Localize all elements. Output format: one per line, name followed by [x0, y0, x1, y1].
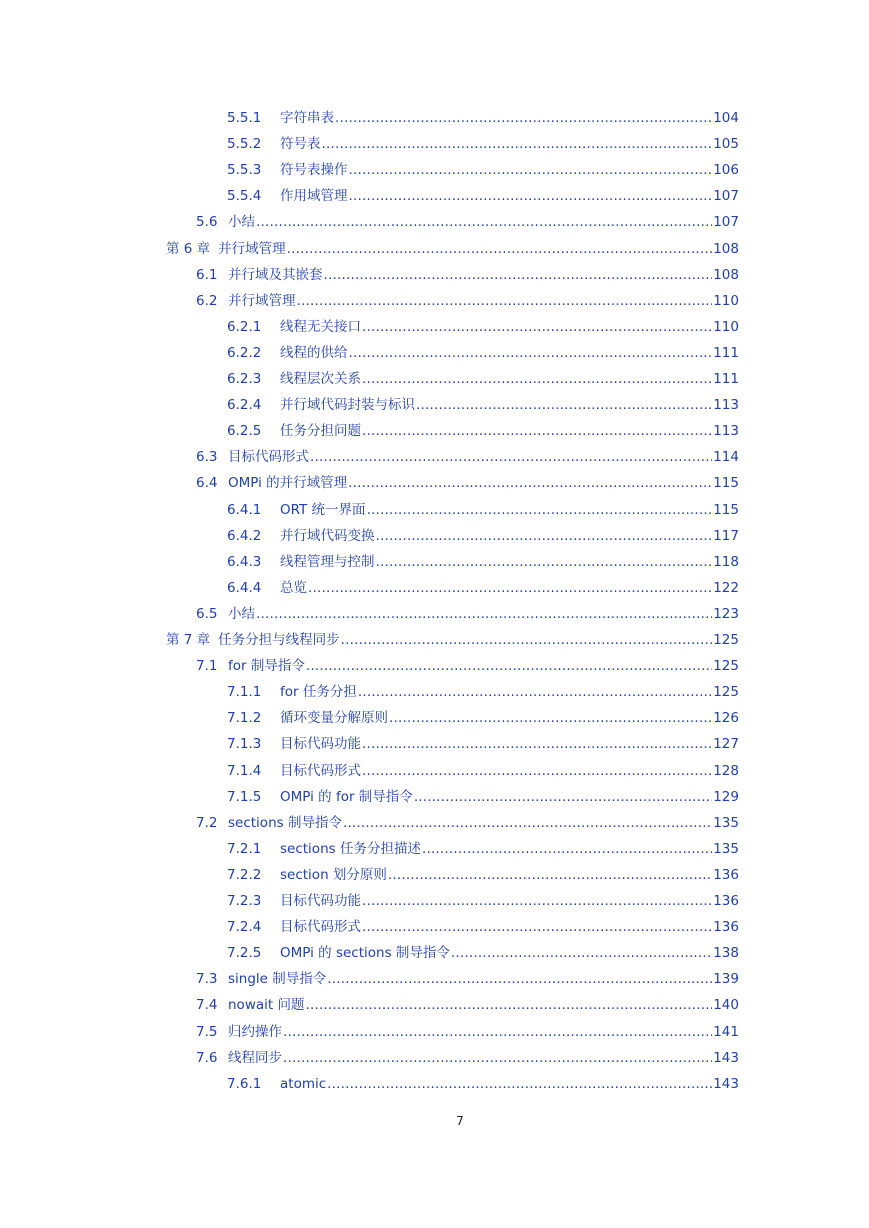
toc-entry-number: 6.2.3	[227, 371, 262, 387]
toc-entry[interactable]	[227, 395, 739, 415]
toc-entry-page: 122	[713, 579, 739, 596]
toc-leader-dots	[349, 160, 713, 180]
toc-entry[interactable]	[196, 447, 739, 467]
toc-leader-dots	[349, 343, 713, 363]
toc-leader-dots	[388, 865, 712, 885]
toc-entry[interactable]	[227, 552, 739, 572]
toc-entry[interactable]	[166, 630, 739, 650]
toc-entry[interactable]	[227, 761, 739, 781]
toc-leader-dots	[287, 239, 713, 259]
toc-leader-dots	[343, 813, 712, 833]
toc-entry-number: 6.4.4	[227, 579, 262, 596]
toc-entry-page: 136	[713, 919, 739, 936]
toc-entry-number: 6.5	[196, 605, 218, 622]
toc-entry-number: 第 6 章	[166, 240, 211, 257]
toc-entry-title: 并行域代码变换	[280, 527, 375, 544]
toc-entry-title: OMPi 的并行域管理	[228, 475, 348, 492]
toc-entry-page: 118	[713, 553, 739, 570]
toc-entry[interactable]	[227, 578, 739, 598]
toc-entry-page: 135	[713, 840, 739, 857]
toc-leader-dots	[362, 734, 712, 754]
toc-entry-page: 107	[713, 214, 739, 231]
toc-entry-number: 5.5.1	[227, 110, 262, 126]
toc-entry-number: 6.2.4	[227, 397, 262, 414]
toc-entry-page: 138	[713, 945, 739, 962]
toc-entry-title: atomic	[280, 1075, 327, 1092]
toc-entry-number: 6.2.2	[227, 344, 262, 361]
toc-entry-number: 6.2.1	[227, 318, 262, 335]
toc-entry-page: 143	[713, 1075, 739, 1092]
toc-entry-page: 127	[713, 736, 739, 753]
toc-entry-number: 6.4	[196, 475, 218, 492]
toc-entry-page: 106	[713, 162, 739, 179]
toc-leader-dots	[349, 186, 713, 206]
toc-entry[interactable]	[227, 891, 739, 911]
toc-entry-page: 135	[713, 814, 739, 831]
toc-leader-dots	[283, 1022, 712, 1042]
toc-entry-number: 7.2.2	[227, 866, 262, 883]
toc-entry-title: 小结	[228, 214, 255, 231]
toc-entry[interactable]	[196, 473, 739, 493]
toc-entry[interactable]	[227, 108, 739, 128]
toc-entry[interactable]	[196, 265, 739, 285]
toc-leader-dots	[305, 995, 712, 1015]
toc-entry-title: 并行域代码封装与标识	[280, 397, 415, 414]
toc-entry-title: 线程管理与控制	[280, 553, 375, 570]
toc-entry-page: 108	[713, 240, 739, 257]
toc-entry-page: 129	[713, 788, 739, 805]
toc-leader-dots	[362, 917, 712, 937]
toc-entry-title: 目标代码功能	[280, 893, 361, 909]
toc-leader-dots	[414, 787, 712, 807]
toc-entry[interactable]	[227, 500, 739, 520]
toc-entry[interactable]	[196, 969, 739, 989]
toc-entry-number: 5.6	[196, 214, 218, 231]
toc-entry-page: 115	[713, 475, 739, 492]
toc-entry-page: 136	[713, 893, 739, 909]
toc-entry[interactable]	[227, 708, 739, 728]
toc-entry[interactable]	[227, 526, 739, 546]
toc-entry-page: 110	[713, 292, 739, 309]
toc-leader-dots	[324, 265, 713, 285]
toc-entry-number: 6.4.1	[227, 501, 262, 518]
toc-entry-title: 符号表操作	[280, 162, 348, 179]
toc-entry-title: 线程无关接口	[280, 318, 361, 335]
toc-entry-number: 7.4	[196, 997, 218, 1014]
toc-entry-title: 总览	[280, 579, 307, 596]
toc-leader-dots	[256, 212, 712, 232]
toc-entry[interactable]	[196, 656, 739, 676]
toc-leader-dots	[341, 630, 713, 650]
toc-entry-number: 7.5	[196, 1023, 218, 1040]
toc-entry-title: 并行域管理	[218, 240, 286, 257]
toc-entry-page: 111	[713, 344, 739, 361]
toc-leader-dots	[416, 395, 712, 415]
toc-entry-title: 线程同步	[228, 1049, 282, 1066]
toc-leader-dots	[358, 682, 712, 702]
toc-entry-number: 6.2.5	[227, 423, 262, 440]
toc-entry-title: for 制导指令	[228, 658, 305, 675]
toc-entry[interactable]	[227, 186, 739, 206]
toc-entry-page: 136	[713, 866, 739, 883]
page-number: 7	[456, 1114, 464, 1128]
toc-entry-number: 7.6	[196, 1049, 218, 1066]
toc-entry[interactable]	[227, 343, 739, 363]
toc-entry-title: ORT 统一界面	[280, 501, 366, 518]
toc-entry-number: 7.6.1	[227, 1075, 262, 1092]
toc-leader-dots	[306, 656, 712, 676]
toc-leader-dots	[335, 108, 712, 128]
toc-entry-page: 110	[713, 318, 739, 335]
toc-entry-number: 7.1.4	[227, 762, 262, 779]
toc-entry-number: 6.2	[196, 292, 218, 309]
toc-entry-number: 7.1.2	[227, 710, 262, 727]
toc-leader-dots	[362, 891, 712, 911]
toc-leader-dots	[362, 369, 712, 389]
toc-leader-dots	[327, 969, 712, 989]
toc-leader-dots	[376, 526, 713, 546]
toc-entry-title: 任务分担与线程同步	[218, 632, 340, 648]
toc-entry-title: 作用域管理	[280, 188, 348, 205]
toc-entry-title: sections 制导指令	[228, 814, 342, 831]
toc-entry-page: 126	[713, 710, 739, 727]
toc-entry-title: 线程层次关系	[280, 371, 361, 387]
toc-entry-number: 7.1.1	[227, 684, 262, 701]
toc-entry-page: 111	[713, 371, 739, 387]
toc-leader-dots	[348, 473, 712, 493]
toc-entry-number: 7.1	[196, 658, 218, 675]
toc-entry-number: 7.2.3	[227, 893, 262, 909]
toc-entry[interactable]	[227, 317, 739, 337]
toc-entry-number: 5.5.3	[227, 162, 262, 179]
toc-entry[interactable]	[196, 604, 739, 624]
toc-leader-dots	[422, 839, 712, 859]
toc-leader-dots	[322, 134, 713, 154]
toc-entry-page: 113	[713, 397, 739, 414]
toc-entry-title: 目标代码形式	[280, 762, 361, 779]
toc-entry-title: 归约操作	[228, 1023, 282, 1040]
toc-entry-title: 目标代码功能	[280, 736, 361, 753]
toc-entry-title: nowait 问题	[228, 997, 305, 1014]
toc-entry-number: 6.4.3	[227, 553, 262, 570]
toc-entry-title: section 划分原则	[280, 866, 387, 883]
toc-entry-page: 140	[713, 997, 739, 1014]
toc-entry[interactable]	[196, 995, 739, 1015]
toc-leader-dots	[327, 1074, 712, 1094]
toc-entry-title: 并行域及其嵌套	[228, 266, 323, 283]
toc-entry-page: 139	[713, 971, 739, 988]
toc-entry-page: 108	[713, 266, 739, 283]
toc-entry-page: 105	[713, 136, 739, 153]
toc-entry[interactable]	[196, 1022, 739, 1042]
toc-entry-page: 117	[713, 527, 739, 544]
toc-leader-dots	[256, 604, 712, 624]
toc-entry-title: OMPi 的 for 制导指令	[280, 788, 413, 805]
toc-leader-dots	[310, 447, 712, 467]
toc-entry-page: 104	[713, 110, 739, 126]
toc-entry[interactable]	[227, 787, 739, 807]
toc-entry-title: 小结	[228, 605, 255, 622]
toc-leader-dots	[362, 317, 712, 337]
toc-leader-dots	[376, 552, 713, 572]
toc-entry[interactable]	[227, 682, 739, 702]
toc-entry-page: 125	[713, 632, 739, 648]
toc-entry-page: 107	[713, 188, 739, 205]
toc-entry[interactable]	[227, 134, 739, 154]
toc-entry-number: 7.2.5	[227, 945, 262, 962]
toc-entry-number: 7.1.3	[227, 736, 262, 753]
toc-leader-dots	[297, 291, 713, 311]
toc-entry-page: 115	[713, 501, 739, 518]
toc-entry-title: for 任务分担	[280, 684, 357, 701]
toc-entry-title: OMPi 的 sections 制导指令	[280, 945, 450, 962]
toc-leader-dots	[367, 500, 713, 520]
toc-entry[interactable]	[227, 160, 739, 180]
toc-entry-page: 128	[713, 762, 739, 779]
toc-entry[interactable]	[196, 212, 739, 232]
toc-entry-page: 113	[713, 423, 739, 440]
toc-entry-page: 143	[713, 1049, 739, 1066]
toc-entry-title: 目标代码形式	[280, 919, 361, 936]
toc-entry-page: 123	[713, 605, 739, 622]
toc-entry-number: 7.2	[196, 814, 218, 831]
toc-entry-number: 7.3	[196, 971, 218, 988]
toc-leader-dots	[389, 708, 712, 728]
toc-entry[interactable]	[227, 943, 739, 963]
toc-entry-title: 任务分担问题	[280, 423, 361, 440]
toc-entry-title: 目标代码形式	[228, 449, 309, 466]
toc-entry-page: 114	[713, 449, 739, 466]
toc-entry[interactable]	[227, 917, 739, 937]
toc-entry-page: 125	[713, 658, 739, 675]
toc-entry[interactable]	[196, 813, 739, 833]
toc-entry-number: 7.1.5	[227, 788, 262, 805]
toc-entry[interactable]	[227, 865, 739, 885]
toc-entry-number: 6.1	[196, 266, 218, 283]
toc-entry-title: sections 任务分担描述	[280, 840, 421, 857]
toc-entry-number: 5.5.2	[227, 136, 262, 153]
toc-entry[interactable]	[227, 734, 739, 754]
toc-entry-title: single 制导指令	[228, 971, 327, 988]
toc-entry[interactable]	[227, 839, 739, 859]
toc-leader-dots	[308, 578, 712, 598]
toc-entry-title: 线程的供给	[280, 344, 348, 361]
toc-leader-dots	[283, 1048, 712, 1068]
toc-entry-title: 循环变量分解原则	[280, 710, 388, 727]
toc-leader-dots	[451, 943, 712, 963]
toc-entry-page: 141	[713, 1023, 739, 1040]
toc-entry-title: 字符串表	[280, 110, 334, 126]
toc-entry[interactable]	[166, 239, 739, 259]
toc-entry[interactable]	[196, 291, 739, 311]
toc-entry-number: 6.3	[196, 449, 218, 466]
toc-entry[interactable]	[227, 1074, 739, 1094]
toc-entry-number: 7.2.1	[227, 840, 262, 857]
toc-entry-title: 并行域管理	[228, 292, 296, 309]
toc-leader-dots	[362, 421, 712, 441]
toc-leader-dots	[362, 761, 712, 781]
toc-entry[interactable]	[196, 1048, 739, 1068]
toc-entry-title: 符号表	[280, 136, 321, 153]
toc-entry-number: 6.4.2	[227, 527, 262, 544]
toc-entry-number: 第 7 章	[166, 632, 211, 648]
toc-entry-number: 5.5.4	[227, 188, 262, 205]
toc-entry-number: 7.2.4	[227, 919, 262, 936]
toc-entry[interactable]	[227, 421, 739, 441]
toc-entry-page: 125	[713, 684, 739, 701]
toc-entry[interactable]	[227, 369, 739, 389]
